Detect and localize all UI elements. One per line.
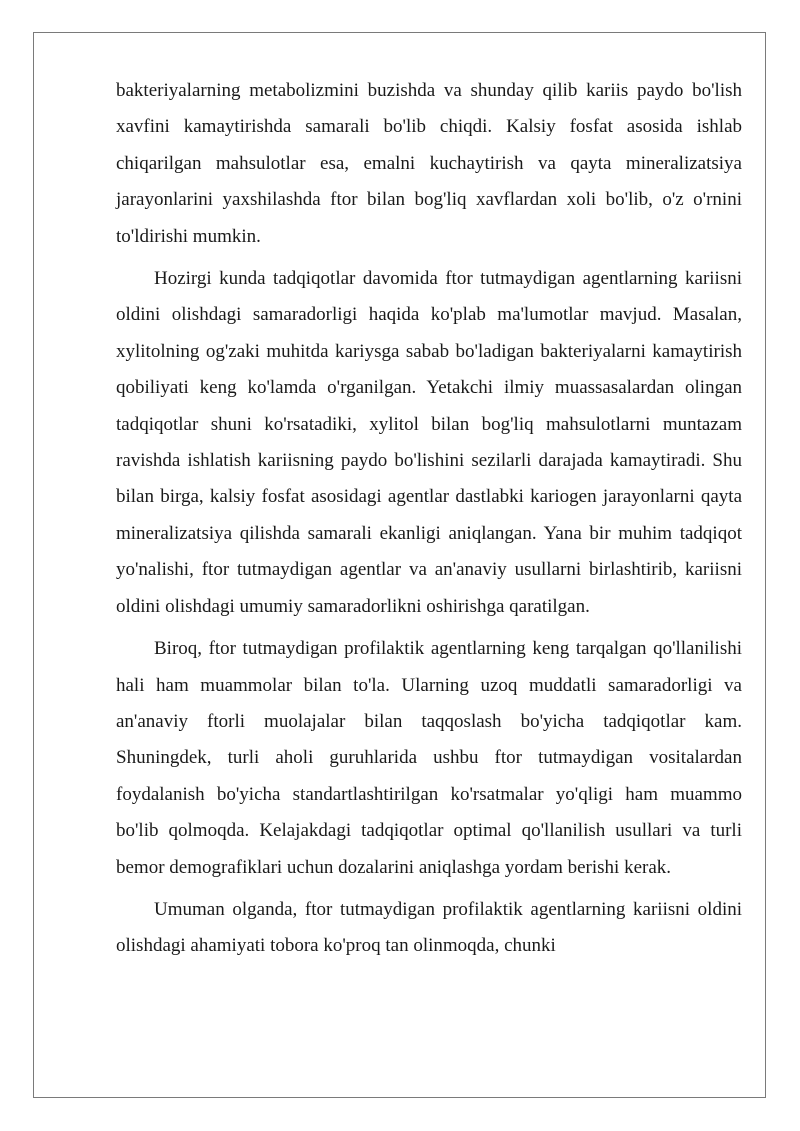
paragraph-2: Hozirgi kunda tadqiqotlar davomida ftor tutmaydigan agentlarning kariisni oldini olishdagi samaradorligi haqida ko'plab ma'lumotlar mavjud. Masalan, xylitolning og'zaki muhitda kariysga sabab bo'ladigan bakteriyalarni kamaytirish qobiliyati keng ko'lamda o'rganilgan. Yetakchi ilmiy muassasalardan olingan tadqiqotlar shuni ko'rsatadiki, xylitol bilan bog'liq mahsulotlarni muntazam ravishda ishlatish kariisning paydo bo'lishini sezilarli darajada kamaytiradi. Shu bilan birga, kalsiy fosfat asosidagi agentlar dastlabki kariogen jarayonlarni qayta mineralizatsiya qilishda samarali ekanligi aniqlangan. Yana bir muhim tadqiqot yo'nalishi, ftor tutmaydigan agentlar va an'anaviy usullarni birlashtirib, kariisni oldini olishdagi umumiy samaradorlikni oshirishga qaratilgan.: [116, 268, 742, 617]
paragraph-3: Biroq, ftor tutmaydigan profilaktik agentlarning keng tarqalgan qo'llanilishi hali ham muammolar bilan to'la. Ularning uzoq muddatli samaradorligi va an'anaviy ftorli muolajalar bilan taqqoslash bo'yicha tadqiqotlar kam. Shuningdek, turli aholi guruhlarida ushbu ftor tutmaydigan vositalardan foydalanish bo'yicha standartlashtirilgan ko'rsatmalar yo'qligi ham muammo bo'lib qolmoqda. Kelajakdagi tadqiqotlar optimal qo'llanilish usullari va turli bemor demografiklari uchun dozalarini aniqlashga yordam berishi kerak.: [116, 638, 742, 878]
document-body: [116, 73, 742, 971]
paragraph-1: bakteriyalarning metabolizmini buzishda va shunday qilib kariis paydo bo'lish xavfini kamaytirishda samarali bo'lib chiqdi. Kalsiy fosfat asosida ishlab chiqarilgan mahsulotlar esa, emalni kuchaytirish va qayta mineralizatsiya jarayonlarini yaxshilashda ftor bilan bog'liq xavflardan xoli bo'lib, o'z o'rnini to'ldirishi mumkin.: [116, 80, 742, 247]
paragraph-4: Umuman olganda, ftor tutmaydigan profilaktik agentlarning kariisni oldini olishdagi ahamiyati tobora ko'proq tan olinmoqda, chunki: [116, 898, 742, 957]
